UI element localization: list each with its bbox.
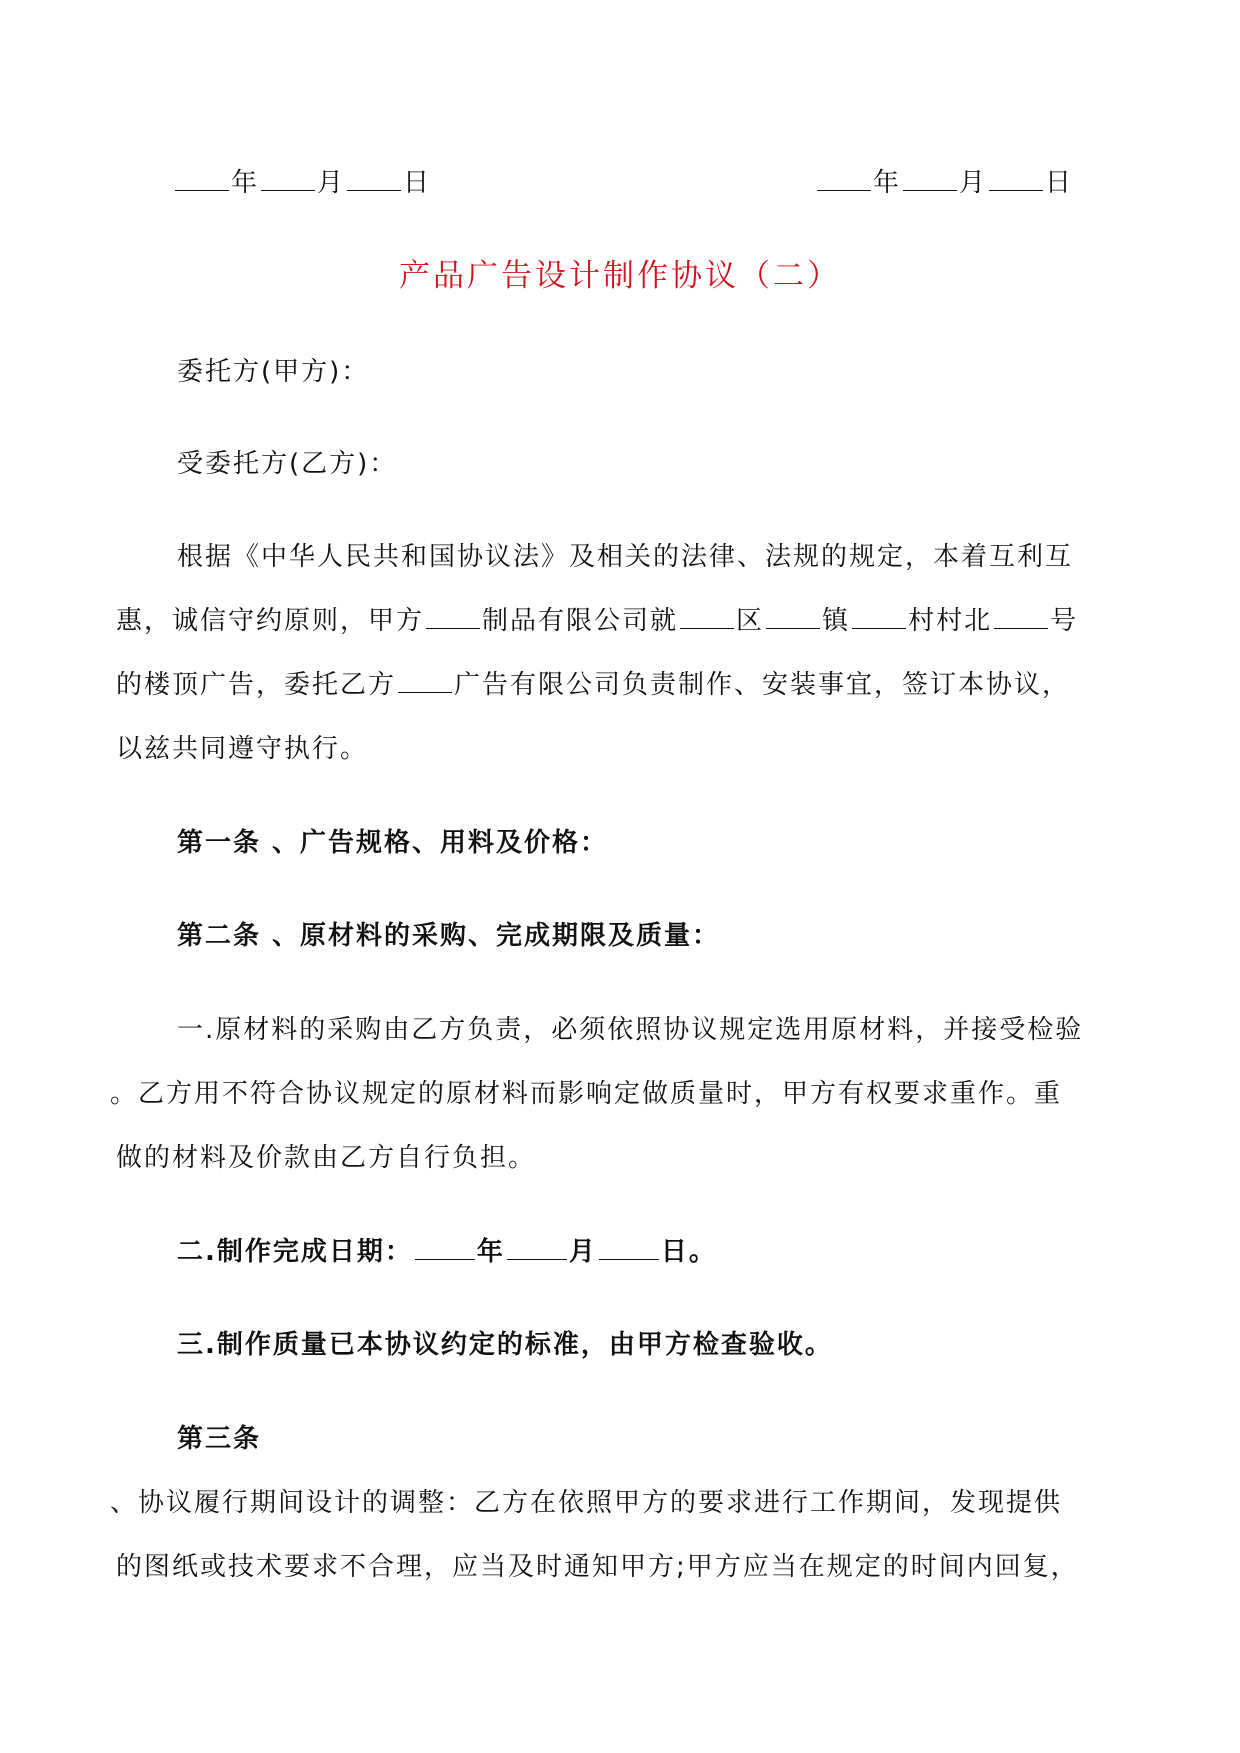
month-label: 月 [568, 1237, 597, 1267]
blank-field[interactable] [766, 604, 820, 629]
item-3-quality: 三.制作质量已本协议约定的标准，由甲方检查验收。 [177, 1330, 833, 1360]
item-1-line-2: 。乙方用不符合协议规定的原材料而影响定做质量时，甲方有权要求重作。重 [110, 1079, 1063, 1109]
item-1-line-1 [177, 1013, 1083, 1047]
contractor-party: 受委托方(乙方)： [177, 449, 398, 479]
blank-field[interactable] [903, 166, 957, 191]
text: 村村北 [908, 606, 993, 636]
text: 制品有限公司就 [482, 606, 679, 636]
document-title: 产品广告设计制作协议（二） [399, 258, 841, 294]
blank-field[interactable] [261, 166, 315, 191]
text: 区 [736, 606, 765, 636]
year-label: 年 [231, 168, 260, 198]
blank-field[interactable] [426, 604, 480, 629]
article-3-line-1: 、协议履行期间设计的调整：乙方在依照甲方的要求进行工作期间，发现提供 [110, 1488, 1063, 1518]
item-2-completion-date [177, 1235, 717, 1269]
blank-field[interactable] [347, 166, 401, 191]
article-3-line-2: 的图纸或技术要求不合理，应当及时通知甲方;甲方应当在规定的时间内回复， [116, 1552, 1079, 1582]
preamble-line-3 [116, 668, 1070, 702]
article-2-heading: 第二条 、原材料的采购、完成期限及质量： [177, 921, 721, 951]
blank-field[interactable] [507, 1235, 567, 1260]
day-label: 日 [403, 168, 432, 198]
article-1-heading: 第一条 、广告规格、用料及价格： [177, 828, 609, 858]
preamble-line-1: 根据《中华人民共和国协议法》及相关的法律、法规的规定，本着互利互 [177, 542, 1074, 572]
blank-field[interactable] [415, 1235, 475, 1260]
item-1-line-3: 做的材料及价款由乙方自行负担。 [116, 1143, 537, 1173]
preamble-line-2 [116, 604, 1078, 638]
blank-field[interactable] [817, 166, 871, 191]
preamble-line-4: 以兹共同遵守执行。 [116, 734, 369, 764]
text: 一.原材料的采购由乙方负责，必须依照协议规定选用原材料，并接受检验 [177, 1015, 1084, 1045]
text: 广告有限公司负责制作、安装事宜，签订本协议， [454, 670, 1071, 700]
blank-field[interactable] [680, 604, 734, 629]
year-label: 年 [476, 1237, 505, 1267]
blank-field[interactable] [398, 668, 452, 693]
date-right [815, 166, 1073, 200]
blank-field[interactable] [175, 166, 229, 191]
article-3-heading: 第三条 [177, 1424, 262, 1454]
blank-field[interactable] [599, 1235, 659, 1260]
blank-field[interactable] [852, 604, 906, 629]
blank-field[interactable] [989, 166, 1043, 191]
text: 号 [1050, 606, 1079, 636]
day-label: 日。 [660, 1237, 717, 1267]
text: 惠，诚信守约原则，甲方 [116, 606, 425, 636]
month-label: 月 [317, 168, 346, 198]
blank-field[interactable] [994, 604, 1048, 629]
text: 的楼顶广告，委托乙方 [116, 670, 397, 700]
month-label: 月 [959, 168, 988, 198]
day-label: 日 [1045, 168, 1074, 198]
client-party: 委托方(甲方)： [177, 357, 370, 387]
year-label: 年 [873, 168, 902, 198]
text: 二.制作完成日期： [177, 1237, 413, 1267]
date-left [173, 166, 431, 200]
text: 镇 [822, 606, 851, 636]
